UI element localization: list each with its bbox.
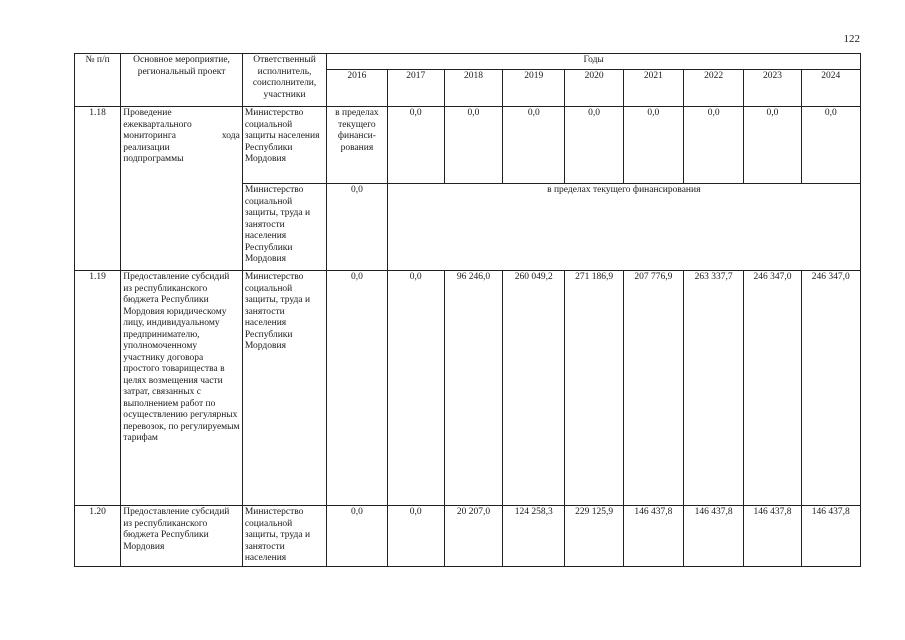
value-2018: 20 207,0	[444, 506, 502, 567]
year-2024: 2024	[801, 70, 860, 107]
header-responsible: Ответственный исполнитель, соисполнители, участники	[242, 54, 326, 107]
funding-note: в пределах текущего финансирования	[387, 184, 860, 271]
value-2018: 96 246,0	[444, 271, 502, 506]
page-number: 122	[843, 33, 860, 45]
year-2019: 2019	[503, 70, 565, 107]
value-2016: 0,0	[327, 271, 387, 506]
header-num: № п/п	[75, 54, 121, 107]
year-2022: 2022	[684, 70, 744, 107]
header-event: Основное мероприятие, региональный проект	[121, 54, 243, 107]
value-2022: 0,0	[684, 107, 744, 184]
value-2021: 207 776,9	[623, 271, 683, 506]
value-2020: 0,0	[565, 107, 623, 184]
value-2023: 146 437,8	[744, 506, 801, 567]
header-years: Годы	[327, 54, 861, 70]
header-row-top	[75, 54, 861, 70]
event-line: ежеквартального	[123, 119, 192, 130]
value-2023: 246 347,0	[744, 271, 801, 506]
value-2020: 229 125,9	[565, 506, 623, 567]
row-number: 1.19	[75, 271, 121, 506]
value-2016: в пределах текущего финанси-рования	[327, 107, 387, 184]
event-name: Предоставление субсидий из республиканского бюджета Республики Мордовия юридическому лицу, индивидуальному предпринимателю, уполномоченному участнику договора простого товарищества в целях возмещения части затрат, связанных с выполнением работ по осуществлению регулярных перевозок, по регулируемым тарифам	[121, 271, 243, 506]
year-2018: 2018	[444, 70, 502, 107]
event-line: реализации	[123, 142, 170, 153]
value-2021: 0,0	[623, 107, 683, 184]
responsible-executor: Министерство социальной защиты населения Республики Мордовия	[242, 107, 326, 184]
year-2016: 2016	[327, 70, 387, 107]
value-2024: 246 347,0	[801, 271, 860, 506]
value-2019: 124 258,3	[503, 506, 565, 567]
value-2017: 0,0	[387, 271, 444, 506]
value-2017: 0,0	[387, 107, 444, 184]
table-row	[75, 271, 861, 506]
table-row	[75, 506, 861, 567]
year-2020: 2020	[565, 70, 623, 107]
year-2023: 2023	[744, 70, 801, 107]
event-name: Предоставление субсидий из республиканского бюджета Республики Мордовия	[121, 506, 243, 567]
value-2021: 146 437,8	[623, 506, 683, 567]
value-2016: 0,0	[327, 506, 387, 567]
value-2017: 0,0	[387, 506, 444, 567]
responsible-executor: Министерство социальной защиты, труда и занятости населения Республики Мордовия	[242, 184, 326, 271]
row-number: 1.18	[75, 107, 121, 271]
year-2021: 2021	[623, 70, 683, 107]
year-2017: 2017	[387, 70, 444, 107]
responsible-executor: Министерство социальной защиты, труда и занятости населения	[242, 506, 326, 567]
value-2018: 0,0	[444, 107, 502, 184]
program-table	[74, 53, 861, 567]
value-2016: 0,0	[327, 184, 387, 271]
value-2024: 146 437,8	[801, 506, 860, 567]
value-2019: 0,0	[503, 107, 565, 184]
event-line: подпрограммы	[123, 154, 184, 164]
row-number: 1.20	[75, 506, 121, 567]
value-2022: 146 437,8	[684, 506, 744, 567]
value-2023: 0,0	[744, 107, 801, 184]
value-2022: 263 337,7	[684, 271, 744, 506]
event-line: Проведение	[123, 108, 172, 118]
value-2019: 260 049,2	[503, 271, 565, 506]
event-name	[121, 107, 243, 271]
table-row	[75, 107, 861, 184]
value-2020: 271 186,9	[565, 271, 623, 506]
responsible-executor: Министерство социальной защиты, труда и занятости населения Республики Мордовия	[242, 271, 326, 506]
value-2024: 0,0	[801, 107, 860, 184]
event-line: мониторинга хода	[123, 131, 240, 141]
